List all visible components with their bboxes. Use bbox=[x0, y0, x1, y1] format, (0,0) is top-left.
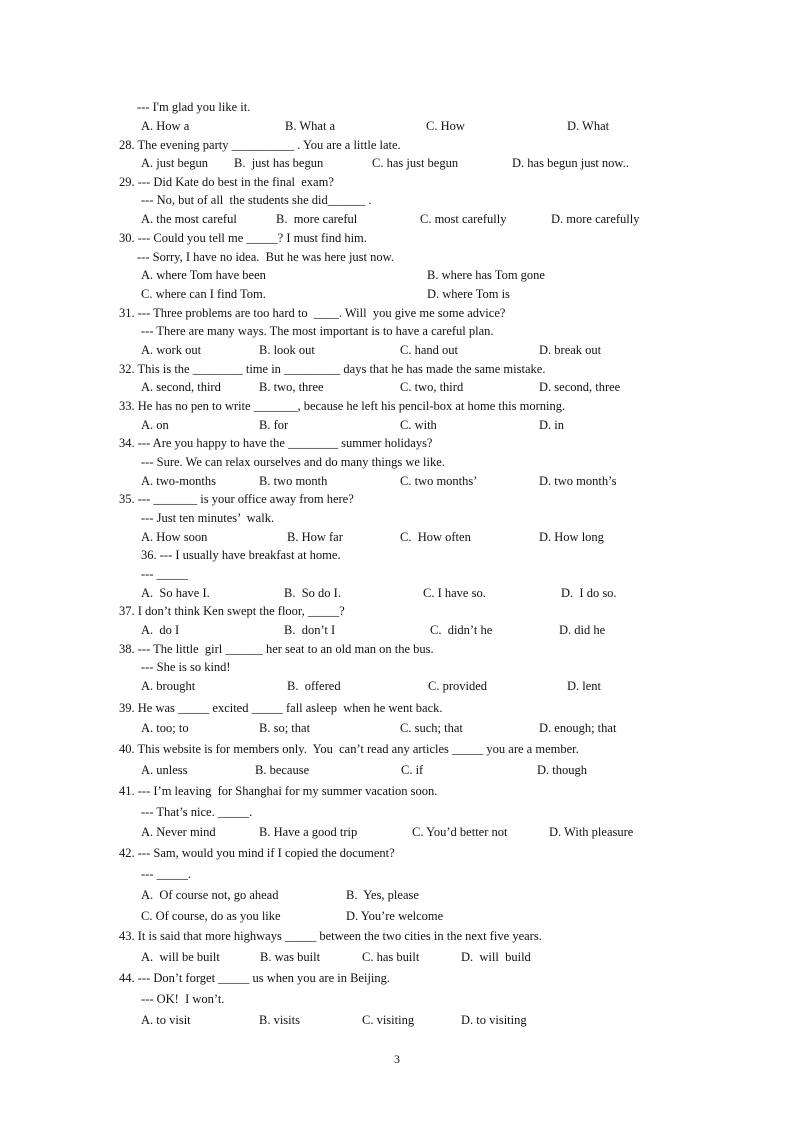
answer-option: D. more carefully bbox=[551, 212, 640, 226]
text-line: --- _____. bbox=[141, 867, 191, 881]
answer-option: C. such; that bbox=[400, 721, 463, 735]
answer-option: D. did he bbox=[559, 623, 606, 637]
answer-option: D. How long bbox=[539, 530, 604, 544]
text-line: 32. This is the ________ time in _________ days that he has made the same mistake. bbox=[119, 362, 546, 376]
answer-option: C. I have so. bbox=[423, 586, 486, 600]
text-line: --- That’s nice. _____. bbox=[141, 805, 253, 819]
answer-option: D. lent bbox=[567, 679, 602, 693]
answer-option: D. has begun just now.. bbox=[512, 156, 629, 170]
answer-option: A. to visit bbox=[141, 1013, 191, 1027]
answer-option: D. two month’s bbox=[539, 474, 617, 488]
text-line: 33. He has no pen to write _______, because he left his pencil-box at home this morning. bbox=[119, 399, 566, 413]
text-line: 34. --- Are you happy to have the ________ summer holidays? bbox=[119, 436, 433, 450]
answer-option: A. unless bbox=[141, 763, 188, 777]
answer-option: C. didn’t he bbox=[430, 623, 493, 637]
text-line: 38. --- The little girl ______ her seat to an old man on the bus. bbox=[119, 642, 434, 656]
answer-option: A. Of course not, go ahead bbox=[141, 888, 279, 902]
answer-option: C. hand out bbox=[400, 343, 458, 357]
text-line: --- I'm glad you like it. bbox=[137, 100, 251, 114]
answer-option: A. work out bbox=[141, 343, 202, 357]
answer-option: A. How soon bbox=[141, 530, 208, 544]
answer-option: A. second, third bbox=[141, 380, 221, 394]
answer-option: D. enough; that bbox=[539, 721, 617, 735]
text-line: --- Just ten minutes’ walk. bbox=[141, 511, 275, 525]
text-line: 36. --- I usually have breakfast at home. bbox=[141, 548, 341, 562]
answer-option: A. where Tom have been bbox=[141, 268, 266, 282]
answer-option: C. two months’ bbox=[400, 474, 478, 488]
text-line: 35. --- _______ is your office away from here? bbox=[119, 492, 354, 506]
answer-option: A. just begun bbox=[141, 156, 209, 170]
text-line: 31. --- Three problems are too hard to ____. Will you give me some advice? bbox=[119, 306, 506, 320]
answer-option: C. if bbox=[401, 763, 424, 777]
text-line: --- _____ bbox=[141, 567, 188, 581]
text-line: --- Sorry, I have no idea. But he was here just now. bbox=[137, 250, 394, 264]
answer-option: B. Yes, please bbox=[346, 888, 419, 902]
answer-option: A. do I bbox=[141, 623, 180, 637]
answer-option: D. You’re welcome bbox=[346, 909, 444, 923]
answer-option: B. for bbox=[259, 418, 289, 432]
answer-option: D. where Tom is bbox=[427, 287, 510, 301]
answer-option: C. has just begun bbox=[372, 156, 459, 170]
text-line: --- OK! I won’t. bbox=[141, 992, 225, 1006]
page-number: 3 bbox=[394, 1052, 400, 1066]
answer-option: A. on bbox=[141, 418, 169, 432]
text-line: --- She is so kind! bbox=[141, 660, 231, 674]
answer-option: D. break out bbox=[539, 343, 602, 357]
answer-option: A. So have I. bbox=[141, 586, 210, 600]
answer-option: C. with bbox=[400, 418, 437, 432]
answer-option: A. the most careful bbox=[141, 212, 237, 226]
answer-option: D. With pleasure bbox=[549, 825, 634, 839]
answer-option: B. How far bbox=[287, 530, 343, 544]
answer-option: D. in bbox=[539, 418, 564, 432]
answer-option: D. What bbox=[567, 119, 610, 133]
answer-option: B. two, three bbox=[259, 380, 324, 394]
answer-option: A. two-months bbox=[141, 474, 216, 488]
text-line: 37. I don’t think Ken swept the floor, _____? bbox=[119, 604, 345, 618]
answer-option: C. two, third bbox=[400, 380, 464, 394]
answer-option: B. What a bbox=[285, 119, 336, 133]
text-line: 43. It is said that more highways _____ between the two cities in the next five years. bbox=[119, 929, 542, 943]
answer-option: B. so; that bbox=[259, 721, 311, 735]
answer-option: B. because bbox=[255, 763, 310, 777]
answer-option: A. How a bbox=[141, 119, 190, 133]
answer-option: B. more careful bbox=[276, 212, 358, 226]
answer-option: D. though bbox=[537, 763, 587, 777]
answer-option: A. too; to bbox=[141, 721, 189, 735]
text-line: 29. --- Did Kate do best in the final exam? bbox=[119, 175, 334, 189]
answer-option: C. How often bbox=[400, 530, 471, 544]
answer-option: D. second, three bbox=[539, 380, 621, 394]
text-line: --- No, but of all the students she did______ . bbox=[141, 193, 372, 207]
text-line: 41. --- I’m leaving for Shanghai for my summer vacation soon. bbox=[119, 784, 438, 798]
answer-option: D. will build bbox=[461, 950, 531, 964]
answer-option: D. I do so. bbox=[561, 586, 617, 600]
answer-option: D. to visiting bbox=[461, 1013, 527, 1027]
answer-option: C. most carefully bbox=[420, 212, 507, 226]
answer-option: B. two month bbox=[259, 474, 328, 488]
answer-option: B. where has Tom gone bbox=[427, 268, 545, 282]
text-line: 42. --- Sam, would you mind if I copied the document? bbox=[119, 846, 395, 860]
answer-option: B. don’t I bbox=[284, 623, 336, 637]
text-line: 40. This website is for members only. You can’t read any articles _____ you are a member. bbox=[119, 742, 579, 756]
answer-option: C. Of course, do as you like bbox=[141, 909, 281, 923]
text-line: 30. --- Could you tell me _____? I must find him. bbox=[119, 231, 367, 245]
answer-option: C. provided bbox=[428, 679, 488, 693]
text-line: 39. He was _____ excited _____ fall asleep when he went back. bbox=[119, 701, 443, 715]
text-line: 28. The evening party __________ . You are a little late. bbox=[119, 138, 401, 152]
answer-option: A. will be built bbox=[141, 950, 220, 964]
answer-option: A. brought bbox=[141, 679, 196, 693]
answer-option: B. was built bbox=[260, 950, 321, 964]
answer-option: C. where can I find Tom. bbox=[141, 287, 266, 301]
answer-option: A. Never mind bbox=[141, 825, 216, 839]
answer-option: B. So do I. bbox=[284, 586, 341, 600]
answer-option: C. You’d better not bbox=[412, 825, 508, 839]
text-line: 44. --- Don’t forget _____ us when you are in Beijing. bbox=[119, 971, 391, 985]
answer-option: C. How bbox=[426, 119, 465, 133]
text-line: --- Sure. We can relax ourselves and do many things we like. bbox=[141, 455, 445, 469]
answer-option: B. Have a good trip bbox=[259, 825, 358, 839]
answer-option: C. has built bbox=[362, 950, 420, 964]
answer-option: B. just has begun bbox=[234, 156, 324, 170]
answer-option: C. visiting bbox=[362, 1013, 415, 1027]
text-line: --- There are many ways. The most important is to have a careful plan. bbox=[141, 324, 494, 338]
answer-option: B. offered bbox=[287, 679, 341, 693]
answer-option: B. visits bbox=[259, 1013, 300, 1027]
answer-option: B. look out bbox=[259, 343, 315, 357]
